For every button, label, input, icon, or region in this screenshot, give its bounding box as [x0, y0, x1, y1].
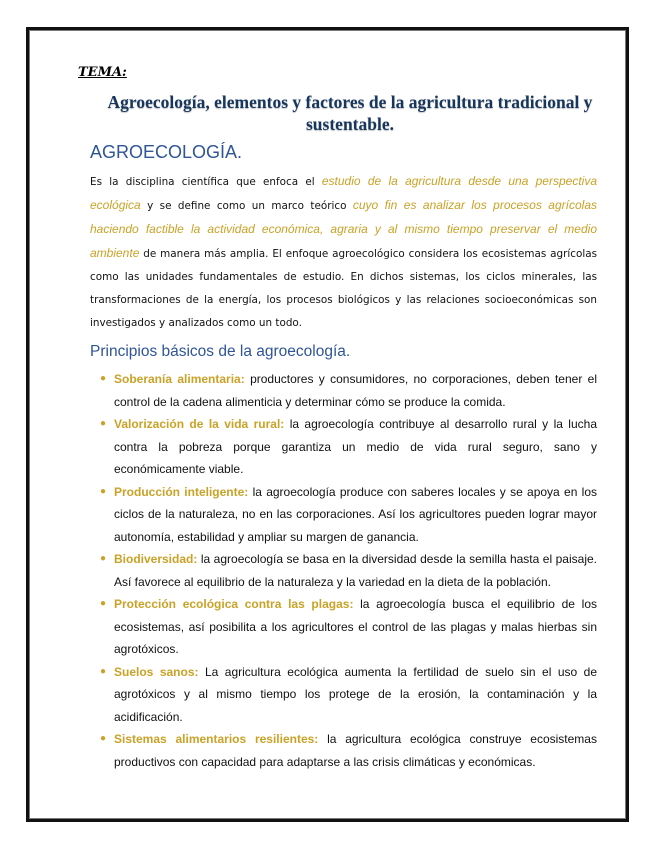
principle-text: productores y consumidores, no corporaciones, deben tener el control de la cadena alimenticia y determinar cómo se produce la comida.	[114, 372, 597, 409]
intro-paragraph	[90, 170, 597, 335]
intro-text-2: y se define como un marco teórico	[140, 200, 353, 212]
principle-term: Sistemas alimentarios resilientes:	[114, 732, 319, 746]
intro-highlight-2: cuyo fin es analizar los procesos agrícolas haciendo factible la actividad económica, agraria y al mismo tiempo preservar el medio ambiente	[90, 198, 597, 260]
bullet-icon: ●	[100, 733, 107, 744]
principle-term: Soberanía alimentaria:	[114, 372, 245, 386]
principle-text: La agricultura ecológica aumenta la fertilidad de suelo sin el uso de agrotóxicos y al mismo tiempo los protege de la erosión, la contaminación y la acidificación.	[114, 664, 598, 724]
document-title	[100, 91, 600, 135]
principle-term: Suelos sanos:	[114, 664, 199, 679]
principle-text: la agricultura ecológica construye ecosistemas productivos con capacidad para adaptarse a las crisis climáticas y económicas.	[114, 732, 597, 769]
principle-term: Protección ecológica contra las plagas:	[114, 597, 354, 611]
principle-text: la agroecología contribuye al desarrollo rural y la lucha contra la pobreza porque garantiza un medio de vida rural seguro, sano y económicamente viable.	[114, 417, 597, 476]
document-title-line-1: Agroecología, elementos y factores de la agricultura tradicional y	[107, 92, 593, 112]
principle-item	[96, 728, 597, 773]
intro-text-1: Es la disciplina científica que enfoca el	[90, 176, 322, 188]
principles-heading: Principios básicos de la agroecología.	[90, 343, 351, 360]
principle-item	[96, 548, 597, 593]
topic-label: TEMA:	[78, 65, 127, 80]
principle-term: Biodiversidad:	[114, 552, 198, 566]
principle-item	[96, 368, 597, 413]
bullet-icon: ●	[100, 553, 107, 564]
section-heading: AGROECOLOGÍA.	[90, 142, 243, 162]
principle-text: la agroecología produce con saberes locales y se apoya en los ciclos de la naturaleza, no en las corporaciones. Así los agricultores pueden lograr mayor autonomía, estabilidad y ampliar su margen de ganancia.	[114, 484, 597, 544]
bullet-icon: ●	[100, 598, 107, 609]
principle-item	[96, 661, 597, 729]
principle-item	[96, 481, 597, 549]
principle-text: la agroecología busca el equilibrio de los ecosistemas, así posibilita a los agricultores el control de las plagas y malas hierbas sin agrotóxicos.	[114, 597, 597, 656]
principles-list	[96, 368, 597, 773]
principle-term: Producción inteligente:	[114, 484, 249, 499]
document-title-line-2: sustentable.	[306, 114, 394, 134]
intro-text-3: de manera más amplia. El enfoque agroecológico considera los ecosistemas agrícolas como las unidades fundamentales de estudio. En dichos sistemas, los ciclos minerales, las transformaciones de la energía, los procesos biológicos y las relaciones socioeconómicas son investigados y analizados como un todo.	[90, 248, 597, 329]
principle-item	[96, 413, 597, 481]
bullet-icon: ●	[100, 485, 107, 497]
principle-text: la agroecología se basa en la diversidad desde la semilla hasta el paisaje. Así favorece al equilibrio de la naturaleza y la variedad en la dieta de la población.	[114, 552, 597, 589]
bullet-icon: ●	[100, 418, 107, 429]
bullet-icon: ●	[100, 373, 107, 384]
principle-item	[96, 593, 597, 661]
intro-highlight-1: estudio de la agricultura desde una perspectiva ecológica	[90, 174, 598, 212]
bullet-icon: ●	[100, 665, 107, 677]
principle-term: Valorización de la vida rural:	[114, 417, 285, 431]
